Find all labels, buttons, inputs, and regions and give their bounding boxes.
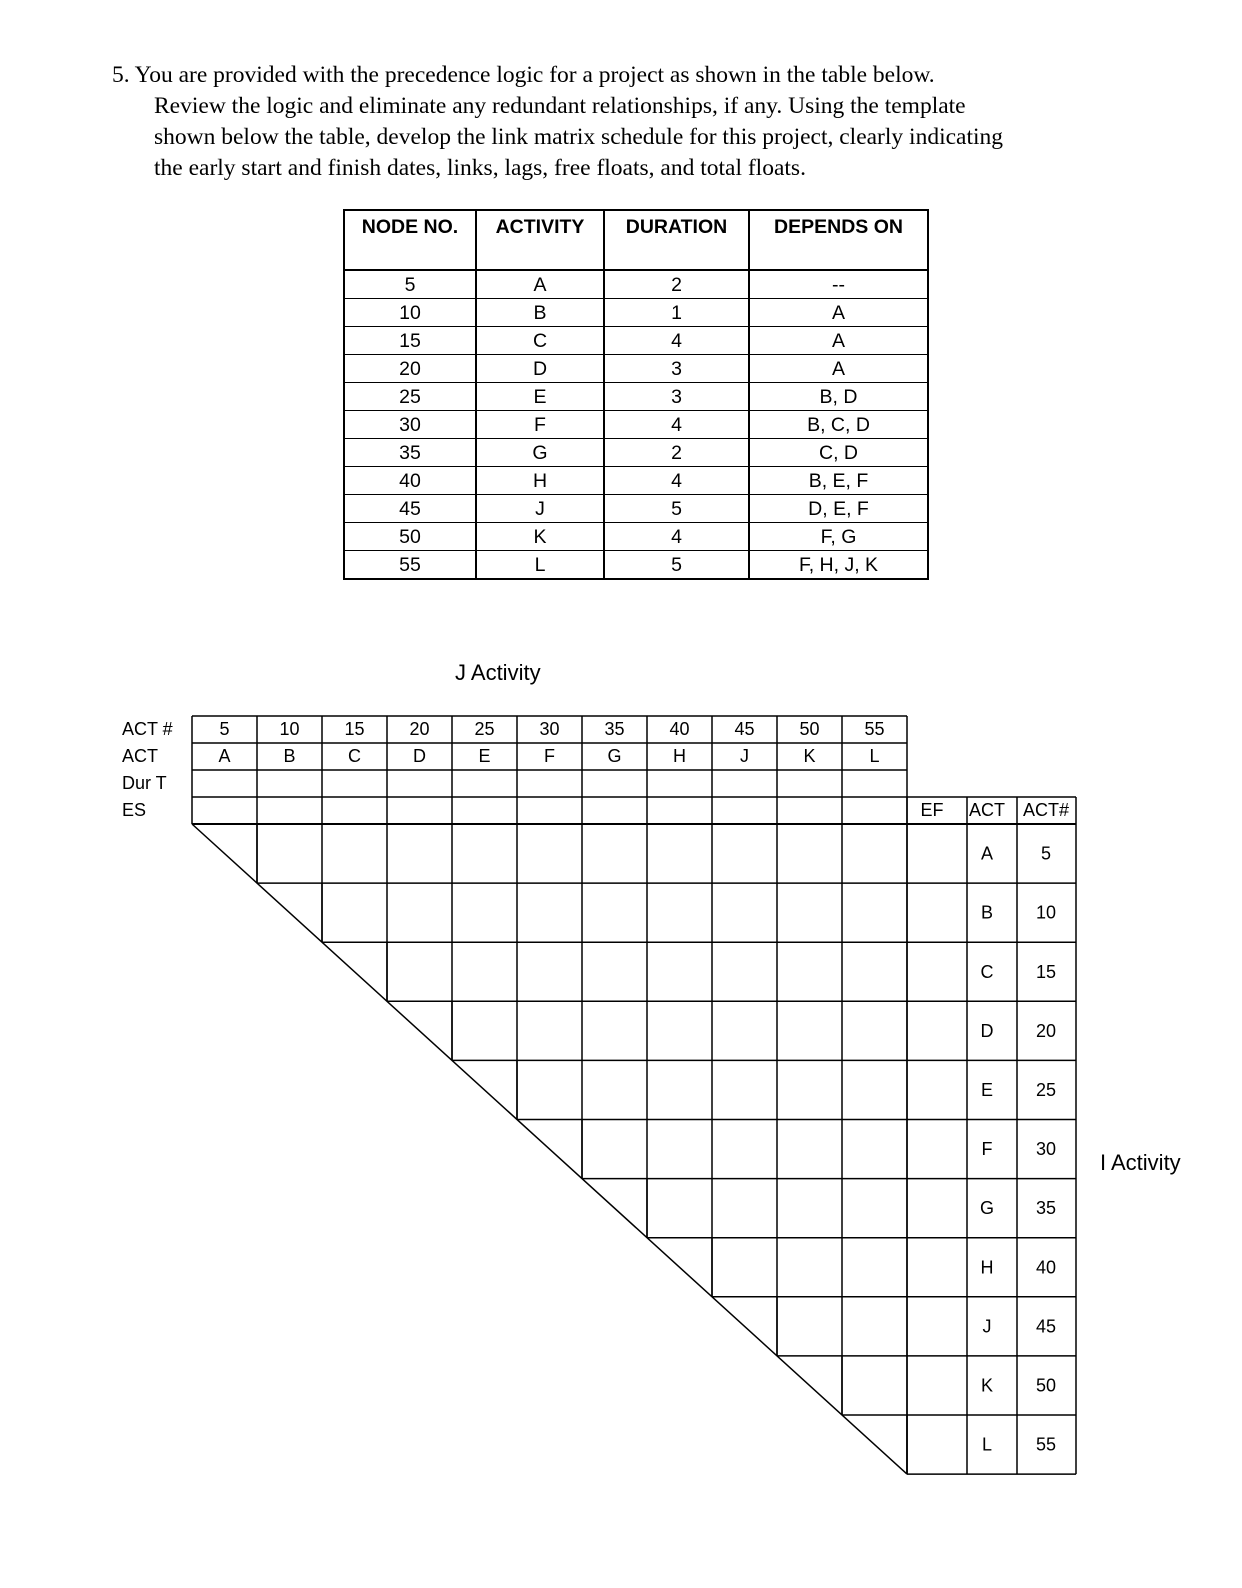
header-node-no: NODE NO. <box>344 210 476 270</box>
header-duration: DURATION <box>604 210 749 270</box>
cell-duration: 3 <box>604 383 749 411</box>
cell-node-no: 55 <box>344 551 476 580</box>
col-act: K <box>803 746 816 766</box>
col-act: J <box>740 746 749 766</box>
cell-duration: 5 <box>604 551 749 580</box>
cell-duration: 4 <box>604 523 749 551</box>
row-act-num: 5 <box>1040 843 1052 864</box>
col-act: F <box>544 746 555 766</box>
cell-activity: D <box>476 355 604 383</box>
header-depends-on: DEPENDS ON <box>749 210 928 270</box>
row-act: C <box>980 961 994 982</box>
row-act-num: 10 <box>1035 902 1057 923</box>
row-act: E <box>980 1079 994 1100</box>
cell-depends-on: C, D <box>749 439 928 467</box>
cell-activity: G <box>476 439 604 467</box>
cell-node-no: 40 <box>344 467 476 495</box>
cell-activity: K <box>476 523 604 551</box>
side-header-act: ACT <box>969 800 1005 820</box>
col-act: L <box>869 746 880 766</box>
cell-activity: F <box>476 411 604 439</box>
cell-node-no: 15 <box>344 327 476 355</box>
cell-node-no: 25 <box>344 383 476 411</box>
row-act: J <box>982 1316 992 1337</box>
header-activity: ACTIVITY <box>476 210 604 270</box>
row-act-num: 50 <box>1035 1375 1057 1396</box>
col-act: B <box>283 746 296 766</box>
side-header-ef: EF <box>920 800 944 820</box>
col-act: C <box>348 746 361 766</box>
cell-node-no: 30 <box>344 411 476 439</box>
row-act: D <box>980 1020 994 1041</box>
row-act-num: 55 <box>1035 1434 1057 1455</box>
cell-depends-on: D, E, F <box>749 495 928 523</box>
question-line: the early start and finish dates, links, lags, free floats, and total floats. <box>154 155 806 181</box>
cell-duration: 4 <box>604 411 749 439</box>
cell-duration: 2 <box>604 270 749 299</box>
row-act: H <box>980 1257 994 1278</box>
row-label: ES <box>122 800 147 820</box>
question-line: shown below the table, develop the link matrix schedule for this project, clearly indicating <box>154 124 1004 150</box>
col-act-num: 50 <box>799 719 820 739</box>
cell-node-no: 20 <box>344 355 476 383</box>
cell-duration: 4 <box>604 327 749 355</box>
cell-node-no: 35 <box>344 439 476 467</box>
cell-duration: 3 <box>604 355 749 383</box>
col-act-num: 35 <box>604 719 625 739</box>
question-line: 5. You are provided with the precedence logic for a project as shown in the table below. <box>112 62 935 88</box>
cell-depends-on: A <box>749 327 928 355</box>
cell-depends-on: A <box>749 355 928 383</box>
cell-depends-on: B, D <box>749 383 928 411</box>
cell-node-no: 10 <box>344 299 476 327</box>
row-act-num: 40 <box>1035 1257 1057 1278</box>
cell-depends-on: B, E, F <box>749 467 928 495</box>
col-act: E <box>478 746 491 766</box>
cell-depends-on: -- <box>749 270 928 299</box>
row-act-num: 35 <box>1035 1198 1057 1219</box>
col-act-num: 55 <box>864 719 885 739</box>
cell-duration: 1 <box>604 299 749 327</box>
cell-depends-on: B, C, D <box>749 411 928 439</box>
row-act-num: 15 <box>1035 961 1057 982</box>
col-act: G <box>607 746 622 766</box>
cell-node-no: 50 <box>344 523 476 551</box>
cell-activity: L <box>476 551 604 580</box>
cell-node-no: 5 <box>344 270 476 299</box>
col-act-num: 15 <box>344 719 365 739</box>
cell-depends-on: F, H, J, K <box>749 551 928 580</box>
row-label: ACT # <box>122 719 173 739</box>
col-act-num: 25 <box>474 719 495 739</box>
col-act: H <box>673 746 686 766</box>
cell-activity: H <box>476 467 604 495</box>
i-activity-label: I Activity <box>1100 1150 1181 1175</box>
cell-activity: E <box>476 383 604 411</box>
col-act: A <box>218 746 231 766</box>
matrix-diagonal-line <box>192 824 907 1474</box>
col-act-num: 40 <box>669 719 690 739</box>
cell-activity: J <box>476 495 604 523</box>
cell-duration: 4 <box>604 467 749 495</box>
row-act: K <box>980 1375 994 1396</box>
row-act: B <box>980 902 994 923</box>
col-act: D <box>413 746 426 766</box>
row-act-num: 20 <box>1035 1020 1057 1041</box>
cell-node-no: 45 <box>344 495 476 523</box>
row-act-num: 45 <box>1035 1316 1057 1337</box>
cell-activity: B <box>476 299 604 327</box>
row-label: Dur T <box>122 773 167 793</box>
cell-duration: 5 <box>604 495 749 523</box>
col-act-num: 20 <box>409 719 430 739</box>
side-header-act-num: ACT# <box>1022 800 1070 820</box>
row-act: L <box>981 1434 993 1455</box>
row-act: F <box>981 1139 993 1160</box>
row-act-num: 30 <box>1035 1139 1057 1160</box>
cell-activity: A <box>476 270 604 299</box>
row-act: A <box>980 843 994 864</box>
col-act-num: 5 <box>219 719 230 739</box>
cell-activity: C <box>476 327 604 355</box>
col-act-num: 30 <box>539 719 560 739</box>
cell-depends-on: A <box>749 299 928 327</box>
col-act-num: 10 <box>279 719 300 739</box>
cell-depends-on: F, G <box>749 523 928 551</box>
question-line: Review the logic and eliminate any redundant relationships, if any. Using the template <box>154 93 966 119</box>
cell-duration: 2 <box>604 439 749 467</box>
row-act-num: 25 <box>1035 1079 1057 1100</box>
row-label: ACT <box>122 746 158 766</box>
j-activity-label: J Activity <box>455 660 541 685</box>
col-act-num: 45 <box>734 719 755 739</box>
row-act: G <box>979 1198 995 1219</box>
